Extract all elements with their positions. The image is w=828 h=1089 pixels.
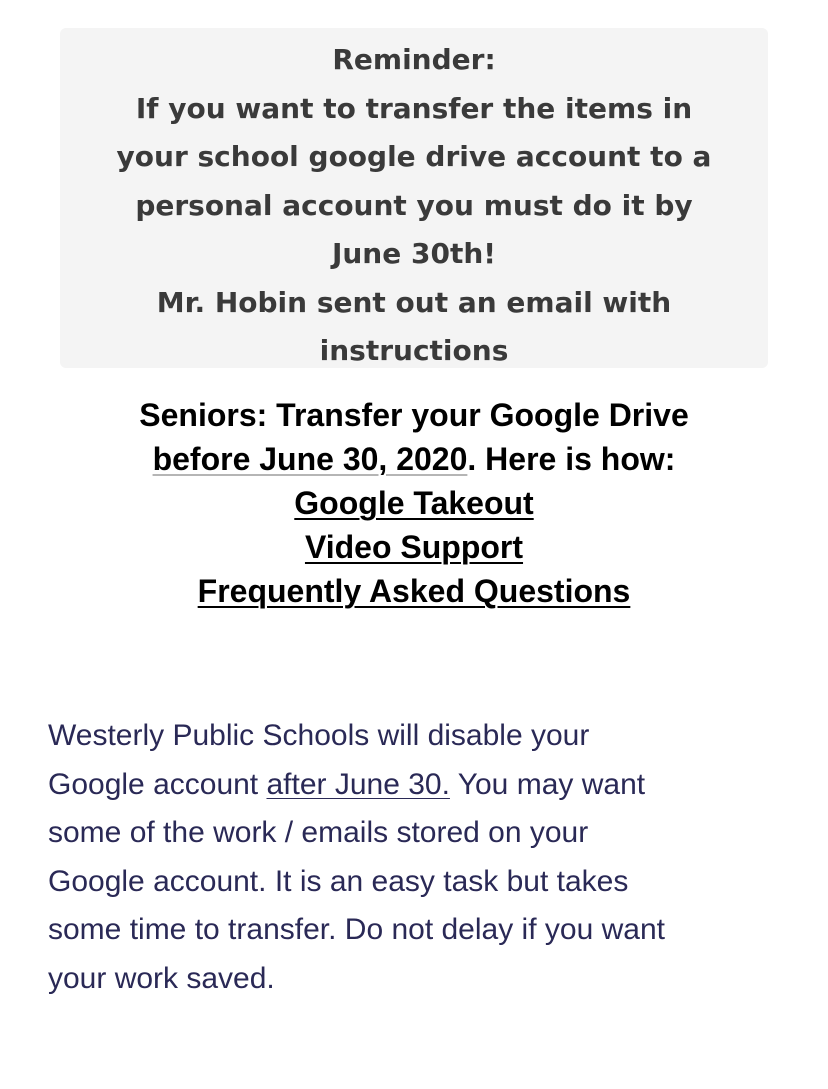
reminder-line: personal account you must do it by [135,188,693,222]
link-row [0,525,828,569]
paragraph-line: some time to transfer. Do not delay if you want [48,913,665,946]
paragraph-text: You may want [449,767,646,801]
seniors-deadline-line [0,437,828,481]
reminder-line: Mr. Hobin sent out an email with [156,285,672,319]
reminder-line: instructions [319,334,509,367]
google-takeout-link[interactable]: Google Takeout [294,485,534,521]
seniors-heading: Seniors: Transfer your Google Drive [139,397,689,433]
paragraph-line: your work saved. [48,961,275,995]
paragraph-text: Google account [48,767,267,801]
reminder-line: If you want to transfer the items in [135,91,693,125]
reminder-heading: Reminder: [332,43,496,76]
seniors-section [0,393,828,613]
paragraph-line: some of the work / emails stored on your [48,816,589,849]
reminder-deadline: June 30th! [331,237,497,270]
reminder-line: your school google drive account to a [116,140,712,173]
link-row [0,481,828,525]
seniors-how-text: . Here is how: [467,441,676,477]
paragraph-line: Google account. It is an easy task but takes [48,864,629,898]
info-paragraph [48,712,808,1003]
paragraph-line: Westerly Public Schools will disable your [48,719,590,752]
faq-link[interactable]: Frequently Asked Questions [197,573,631,609]
reminder-text [0,36,828,376]
video-support-link[interactable]: Video Support [304,529,524,565]
seniors-deadline-date: before June 30, 2020 [152,441,468,477]
paragraph-line [48,761,808,810]
paragraph-deadline: after June 30. [266,767,450,801]
link-row [0,569,828,613]
